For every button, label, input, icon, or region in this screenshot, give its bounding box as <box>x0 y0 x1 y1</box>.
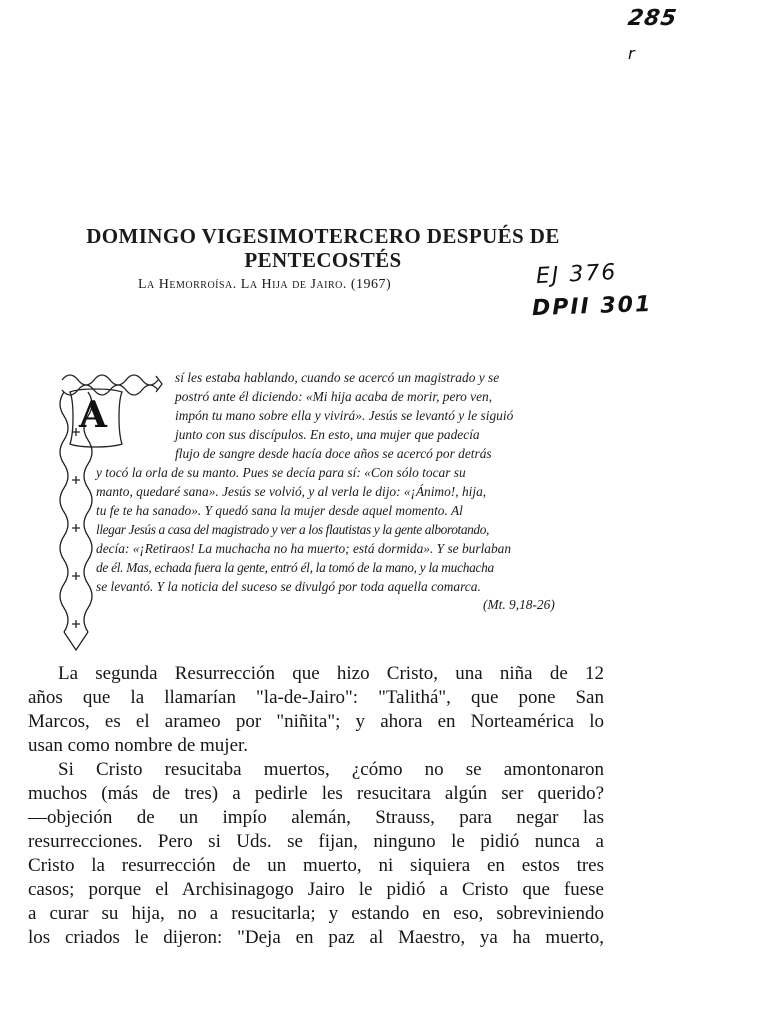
gospel-reference: (Mt. 9,18-26) <box>483 597 555 612</box>
gospel-line: junto con sus discípulos. En esto, una mujer que padecía <box>175 427 480 442</box>
drop-cap: A <box>79 394 107 436</box>
gospel-line: manto, quedaré sana». Jesús se volvió, y al verla le dijo: «¡Ánimo!, hija, <box>96 484 487 499</box>
gospel-line: y tocó la orla de su manto. Pues se decía para sí: «Con sólo tocar su <box>96 465 466 480</box>
title-line-2: PENTECOSTÉS <box>244 248 402 272</box>
gospel-line: decía: «¡Retiraos! La muchacha no ha muerto; está dormida». Y se burlaban <box>96 541 512 556</box>
body-line: —objeción de un impío alemán, Strauss, para negar las <box>28 807 604 828</box>
gospel-line: flujo de sangre desde hacía doce años se acercó por detrás <box>175 446 492 461</box>
subtitle: La Hemorroísa. La Hija de Jairo. (1967) <box>138 277 392 292</box>
gospel-line: de él. Mas, echada fuera la gente, entró él, la tomó de la mano, y la muchacha <box>96 560 494 575</box>
body-line: casos; porque el Archisinagogo Jairo le pidió a Cristo que fuese <box>28 879 604 900</box>
body-line: resurrecciones. Pero si Uds. se fijan, ninguno le pidió nunca a <box>28 831 604 852</box>
handwritten-page-number: 285 <box>626 6 679 31</box>
body-line: usan como nombre de mujer. <box>28 735 249 756</box>
gospel-line: sí les estaba hablando, cuando se acercó un magistrado y se <box>175 370 500 385</box>
gospel-line: tu fe te ha sanado». Y quedó sana la mujer desde aquel momento. Al <box>96 503 463 518</box>
body-line: Si Cristo resucitaba muertos, ¿cómo no se amontonaron <box>58 759 604 780</box>
gospel-line: llegar Jesús a casa del magistrado y ver a los flautistas y la gente alborotando, <box>96 522 489 537</box>
body-line: a curar su hija, no a resucitarla; y estando en eso, sobreviniendo <box>28 903 604 924</box>
gospel-line: postró ante él diciendo: «Mi hija acaba de morir, pero ven, <box>175 389 493 404</box>
body-line: los criados le dijeron: "Deja en paz al Maestro, ya ha muerto, <box>28 927 604 948</box>
title-line-1: DOMINGO VIGESIMOTERCERO DESPUÉS DE <box>86 224 560 248</box>
gospel-line: se levantó. Y la noticia del suceso se divulgó por toda aquella comarca. <box>96 579 481 594</box>
handwritten-reference-2: DPII 301 <box>531 291 653 322</box>
body-line: Cristo la resurrección de un muerto, ni siquiera en estos tres <box>28 855 604 876</box>
handwritten-mark: r <box>628 44 635 63</box>
body-line: Marcos, es el arameo por "niñita"; y ahora en Norteamérica lo <box>28 711 604 732</box>
body-line: años que la llamarían "la-de-Jairo": "Talithá", que pone San <box>28 687 604 708</box>
body-line: La segunda Resurrección que hizo Cristo, una niña de 12 <box>58 663 604 684</box>
body-line: muchos (más de tres) a pedirle les resucitara algún ser querido? <box>28 783 604 804</box>
gospel-line: impón tu mano sobre ella y vivirá». Jesús se levantó y le siguió <box>175 408 514 423</box>
handwritten-reference-1: EJ 376 <box>535 259 618 290</box>
